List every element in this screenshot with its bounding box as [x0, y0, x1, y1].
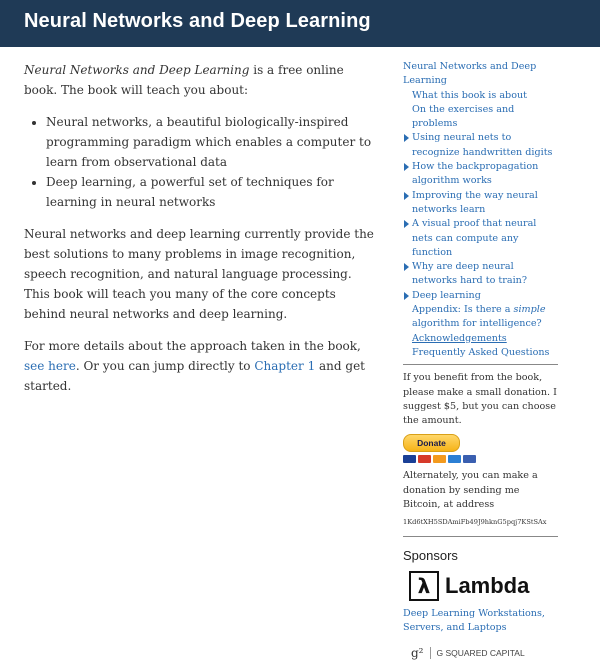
toc-item[interactable] — [403, 260, 558, 289]
gsquared-name: G SQUARED CAPITAL — [436, 647, 525, 658]
list-item: • Deep learning, a powerful set of techniques for learning in neural networks — [46, 172, 380, 212]
toc-item[interactable] — [403, 160, 558, 189]
gsquared-logo[interactable] — [411, 646, 558, 660]
toc-item-acknowledgements[interactable] — [403, 332, 558, 346]
donate-button[interactable]: Donate — [403, 434, 460, 452]
toc-link[interactable]: Why are deep neural networks hard to train? — [412, 261, 527, 287]
amex-card-icon — [448, 455, 461, 463]
divider — [403, 536, 558, 537]
intro-paragraph — [24, 60, 380, 100]
toc-link[interactable]: Deep learning — [412, 289, 481, 301]
visa-card-icon — [403, 455, 416, 463]
toc-item[interactable] — [403, 60, 558, 89]
site-header — [0, 0, 600, 47]
chapter-1-link[interactable]: Chapter 1 — [254, 359, 316, 373]
toc-link[interactable]: Improving the way neural networks learn — [412, 189, 538, 215]
faq-link[interactable]: Frequently Asked Questions — [412, 346, 550, 358]
toc-item[interactable] — [403, 217, 558, 260]
toc-item-faq[interactable] — [403, 346, 558, 360]
details-paragraph — [24, 336, 380, 396]
lambda-icon: λ — [409, 571, 439, 601]
bank-card-icon — [463, 455, 476, 463]
toc-link[interactable]: Using neural nets to recognize handwritten digits — [412, 132, 553, 158]
toc-item[interactable] — [403, 89, 558, 103]
bitcoin-text: Alternately, you can make a donation by sending me Bitcoin, at address — [403, 470, 538, 511]
intro-text: is a free online book. The book will teach you about: — [24, 63, 344, 97]
triangle-right-icon[interactable] — [404, 192, 409, 200]
triangle-right-icon[interactable] — [404, 163, 409, 171]
toc-link[interactable]: How the backpropagation algorithm works — [412, 161, 539, 187]
mastercard-icon — [418, 455, 431, 463]
triangle-right-icon[interactable] — [404, 292, 409, 300]
acknowledgements-link[interactable]: Acknowledgements — [412, 332, 507, 344]
lambda-logo[interactable] — [409, 571, 558, 601]
bitcoin-address: 1Kd6tXH5SDAmiFb49J9hknG5pqj7KStSAx — [403, 518, 547, 527]
details-text-1: For more details about the approach taken in the book, — [24, 339, 361, 353]
payment-cards — [403, 455, 558, 463]
triangle-right-icon[interactable] — [404, 134, 409, 142]
site-title[interactable]: Neural Networks and Deep Learning — [24, 10, 371, 32]
lambda-sponsor-link-wrap — [403, 607, 558, 636]
discover-card-icon — [433, 455, 446, 463]
topics-list — [24, 112, 380, 212]
toc-link[interactable]: A visual proof that neural nets can compute any function — [412, 218, 537, 258]
details-text-2: . Or you can jump directly to — [75, 359, 255, 373]
toc-item[interactable] — [403, 103, 558, 132]
list-item: • Neural networks, a beautiful biologically-inspired programming paradigm which enables a computer to learn from observational data — [46, 112, 380, 172]
lambda-sponsor-link[interactable]: Deep Learning Workstations, Servers, and Laptops — [403, 607, 545, 634]
divider — [403, 364, 558, 365]
gsquared-icon: g² — [411, 645, 424, 660]
triangle-right-icon[interactable] — [404, 220, 409, 228]
toc-item-appendix[interactable] — [403, 303, 558, 332]
main-content — [24, 60, 380, 408]
appendix-text: Appendix: Is there a — [412, 304, 514, 316]
table-of-contents — [403, 60, 558, 303]
see-here-link[interactable]: see here — [24, 359, 76, 373]
triangle-right-icon[interactable] — [404, 263, 409, 271]
overview-paragraph: Neural networks and deep learning currently provide the best solutions to many problems in image recognition, speech recognition, and natural language processing. This book will teach you many of the core concepts behind neural networks and deep learning. — [24, 227, 374, 321]
appendix-link[interactable] — [412, 304, 546, 329]
sidebar — [403, 60, 558, 660]
details-text-3: and get started. — [24, 359, 366, 393]
lambda-wordmark: Lambda — [445, 572, 530, 598]
toc-link[interactable]: What this book is about — [412, 89, 528, 101]
book-title: Neural Networks and Deep Learning — [24, 63, 250, 77]
logo-separator — [430, 647, 431, 659]
sponsors-heading: Sponsors — [403, 547, 458, 563]
donation-text: If you benefit from the book, please make a small donation. I suggest $5, but you can choose the amount. — [403, 372, 557, 427]
toc-item[interactable] — [403, 189, 558, 218]
toc-item[interactable] — [403, 289, 558, 303]
appendix-text-end: algorithm for intelligence? — [412, 318, 542, 330]
toc-item[interactable] — [403, 131, 558, 160]
toc-link[interactable]: On the exercises and problems — [412, 103, 515, 130]
toc-link[interactable]: Neural Networks and Deep Learning — [403, 61, 537, 87]
appendix-emphasis: simple — [513, 304, 546, 316]
